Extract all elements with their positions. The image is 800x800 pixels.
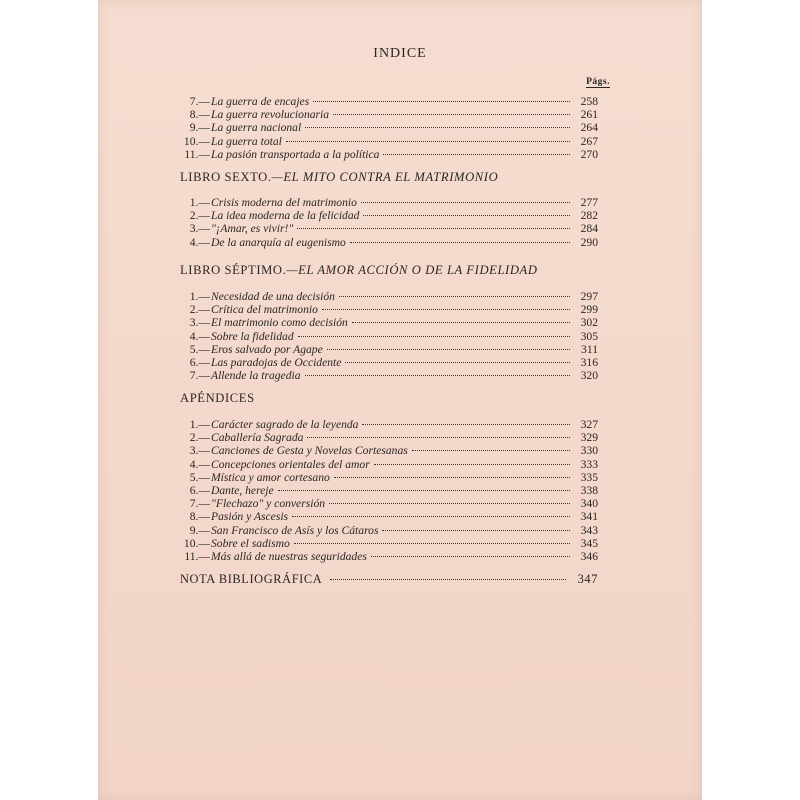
entry-title: Sobre la fidelidad [211, 329, 294, 343]
dot-leader [330, 579, 566, 580]
section-heading-libro-sexto [180, 170, 610, 185]
entry-title: San Francisco de Asís y los Cátaros [211, 523, 379, 537]
entry-number: 1.— [189, 196, 210, 209]
entry-title: La pasión transportada a la política [211, 147, 380, 161]
toc-entry [180, 510, 598, 523]
entry-page: 345 [580, 536, 598, 550]
toc-entry [180, 418, 598, 431]
entry-number: 5.— [189, 342, 210, 356]
dot-leader [374, 464, 570, 465]
toc-entry [180, 222, 598, 235]
page-title: INDICE [373, 46, 427, 61]
entry-number: 2.— [189, 431, 210, 445]
entry-page: 320 [580, 369, 598, 383]
entry-page: 302 [580, 316, 598, 330]
toc-entry [180, 550, 598, 563]
toc-entry [180, 209, 598, 222]
toc-entry [180, 537, 598, 550]
entry-title: La guerra total [211, 134, 282, 148]
entry-page: 347 [577, 572, 598, 586]
toc-list-apendices [180, 418, 598, 563]
entry-page: 327 [580, 418, 598, 431]
toc-entry [180, 356, 598, 369]
toc-entry [180, 444, 598, 457]
dot-leader [333, 114, 570, 115]
entry-page: 284 [580, 222, 598, 236]
entry-title: Dante, hereje [211, 483, 274, 497]
toc-entry [180, 431, 598, 444]
entry-title: La idea moderna de la felicidad [211, 209, 360, 223]
toc-entry [180, 330, 598, 343]
section-subtitle: —EL AMOR ACCIÓN O DE LA FIDELIDAD [286, 263, 538, 277]
toc-entry [180, 121, 598, 134]
section-label: LIBRO SÉPTIMO. [180, 263, 287, 277]
entry-page: 316 [580, 355, 598, 369]
entry-title: Mística y amor cortesano [211, 470, 330, 484]
dot-leader [322, 309, 570, 310]
toc-entry [180, 290, 598, 303]
toc-entry [180, 303, 598, 316]
entry-number: 7.— [189, 497, 210, 511]
entry-page: 329 [580, 431, 598, 445]
toc-entry [180, 236, 598, 249]
toc-entry [180, 196, 598, 209]
entry-number: 2.— [189, 209, 210, 223]
entry-page: 282 [580, 209, 598, 223]
entry-page: 267 [580, 134, 598, 148]
entry-title: Caballería Sagrada [211, 431, 304, 445]
entry-number: 11.— [184, 147, 210, 161]
entry-number: 10.— [183, 134, 210, 148]
section-heading-apendices [180, 391, 610, 406]
dot-leader [305, 127, 570, 128]
section-subtitle: —EL MITO CONTRA EL MATRIMONIO [271, 170, 499, 184]
dot-leader [286, 141, 570, 142]
entry-page: 290 [580, 235, 598, 249]
entry-title: Las paradojas de Occidente [211, 355, 342, 369]
entry-number: 3.— [189, 444, 210, 458]
entry-title: "¡Amar, es vivir!" [211, 222, 294, 236]
dot-leader [412, 450, 570, 451]
entry-title: Eros salvado por Agape [211, 342, 323, 356]
entry-page: 258 [580, 95, 598, 108]
entry-title: Sobre el sadismo [211, 536, 290, 550]
entry-number: 4.— [189, 457, 210, 471]
entry-number: 3.— [189, 222, 210, 236]
entry-page: 346 [580, 549, 598, 563]
toc-entry [180, 458, 598, 471]
entry-title: La guerra de encajes [211, 95, 310, 108]
nota-label: NOTA BIBLIOGRÁFICA [180, 572, 323, 586]
entry-number: 7.— [189, 95, 210, 108]
entry-page: 338 [580, 483, 598, 497]
entry-number: 9.— [189, 523, 210, 537]
dot-leader [327, 349, 570, 350]
entry-number: 9.— [189, 121, 210, 135]
entry-page: 335 [580, 470, 598, 484]
nota-bibliografica-entry [180, 572, 598, 587]
entry-page: 343 [580, 523, 598, 537]
entry-page: 297 [580, 290, 598, 303]
entry-title: Crisis moderna del matrimonio [211, 196, 357, 209]
entry-number: 1.— [189, 290, 210, 303]
entry-title: "Flechazo" y conversión [211, 497, 326, 511]
dot-leader [371, 556, 570, 557]
dot-leader [294, 543, 570, 544]
entry-number: 7.— [189, 369, 210, 383]
dot-leader [329, 503, 570, 504]
dot-leader [313, 101, 570, 102]
toc-entry [180, 148, 598, 161]
entry-number: 4.— [189, 329, 210, 343]
entry-title: Concepciones orientales del amor [211, 457, 370, 471]
entry-title: El matrimonio como decisión [211, 316, 348, 330]
entry-page: 333 [580, 457, 598, 471]
section-label: LIBRO SEXTO. [180, 170, 272, 184]
toc-entry [180, 343, 598, 356]
dot-leader [334, 477, 570, 478]
entry-title: Canciones de Gesta y Novelas Cortesanas [211, 444, 408, 458]
entry-number: 4.— [189, 235, 210, 249]
entry-number: 2.— [189, 303, 210, 317]
entry-page: 264 [580, 121, 598, 135]
dot-leader [352, 322, 570, 323]
entry-page: 341 [580, 510, 598, 524]
dot-leader [345, 362, 570, 363]
entry-page: 340 [580, 497, 598, 511]
entry-number: 11.— [184, 549, 210, 563]
toc-entry [180, 484, 598, 497]
entry-title: La guerra nacional [211, 121, 302, 135]
toc-entry [180, 524, 598, 537]
entry-page: 261 [580, 108, 598, 122]
toc-list-libro-septimo [180, 290, 598, 382]
entry-title: Pasión y Ascesis [211, 510, 289, 524]
dot-leader [339, 296, 570, 297]
toc-entry [180, 497, 598, 510]
dot-leader [382, 530, 570, 531]
dot-leader [307, 437, 570, 438]
entry-title: La guerra revolucionaria [211, 108, 330, 122]
toc-entry [180, 471, 598, 484]
entry-title: Más allá de nuestras seguridades [211, 549, 367, 563]
toc-list-libro-sexto [180, 196, 598, 249]
entry-title: Crítica del matrimonio [211, 303, 318, 317]
dot-leader [350, 242, 570, 243]
dot-leader [305, 375, 570, 376]
entry-number: 5.— [189, 470, 210, 484]
toc-entry [180, 95, 598, 108]
entry-number: 3.— [189, 316, 210, 330]
dot-leader [363, 215, 570, 216]
entry-number: 6.— [189, 483, 210, 497]
entry-page: 311 [581, 342, 598, 356]
entry-number: 6.— [189, 355, 210, 369]
book-page [98, 0, 702, 800]
entry-title: Allende la tragedia [211, 369, 301, 383]
entry-title: Carácter sagrado de la leyenda [211, 418, 359, 431]
entry-number: 10.— [183, 536, 210, 550]
entry-page: 299 [580, 303, 598, 317]
entry-page: 270 [580, 147, 598, 161]
dot-leader [292, 516, 570, 517]
dot-leader [278, 490, 570, 491]
dot-leader [298, 336, 570, 337]
toc-entry [180, 316, 598, 329]
toc-entry [180, 108, 598, 121]
entry-page: 330 [580, 444, 598, 458]
toc-list-libro-quinto-continued [180, 95, 598, 161]
toc-entry [180, 369, 598, 382]
entry-page: 305 [580, 329, 598, 343]
pages-column-header: Págs. [586, 77, 610, 87]
entry-title: De la anarquía al eugenismo [211, 235, 346, 249]
dot-leader [362, 424, 570, 425]
entry-page: 277 [580, 196, 598, 209]
entry-number: 8.— [189, 108, 210, 122]
dot-leader [383, 154, 570, 155]
section-heading-libro-septimo [180, 263, 610, 278]
entry-number: 1.— [189, 418, 210, 431]
section-label: APÉNDICES [180, 391, 255, 405]
entry-title: Necesidad de una decisión [211, 290, 335, 303]
toc-entry [180, 135, 598, 148]
dot-leader [297, 228, 570, 229]
dot-leader [361, 202, 570, 203]
entry-number: 8.— [189, 510, 210, 524]
